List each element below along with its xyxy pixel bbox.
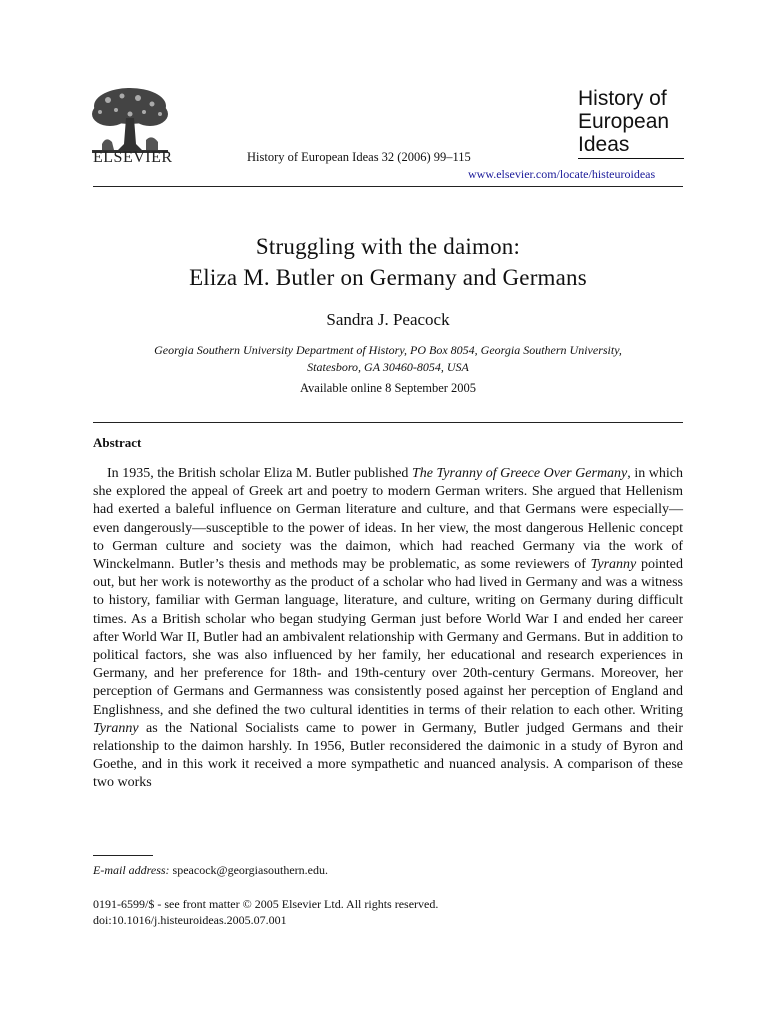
journal-url-link[interactable]: www.elsevier.com/locate/histeuroideas bbox=[468, 167, 656, 181]
abstract-divider bbox=[93, 422, 683, 423]
article-title bbox=[93, 231, 683, 293]
availability-date: Available online 8 September 2005 bbox=[299, 381, 477, 395]
journal-title-line: History of bbox=[578, 87, 667, 110]
author-name: Sandra J. Peacock bbox=[326, 310, 450, 329]
article-title-line: Struggling with the daimon: bbox=[255, 234, 521, 259]
email-label: E-mail address: bbox=[93, 863, 170, 877]
email-footnote bbox=[93, 863, 328, 878]
journal-title-line: Ideas bbox=[578, 133, 630, 156]
abstract-heading: Abstract bbox=[93, 435, 142, 450]
abstract-text: In 1935, the British scholar Eliza M. Butler published bbox=[107, 466, 412, 481]
book-short-title: Tyranny bbox=[590, 557, 637, 573]
abstract-text: pointed out, but her work is noteworthy as the product of a scholar who had lived in Germany and was a witness to history, familiar with German language, literature, and culture, writing on Germany during difficult times. As a British scholar who began studying German just before World War I and ended her career after World War II, Butler had an ambivalent relationship with Germany and Germans. But in addition to political factors, she was also influenced by her family, her educational and research experiences in Germany, and her preference for 18th- and 19th-century over 20th-century Germans. Moreover, her perception of Germans and Germanness was consistently posed against her perception of England and Englishness, and she defined the two cultural identities in terms of their relation to each other. Writing bbox=[93, 557, 683, 718]
book-short-title: Tyranny bbox=[93, 720, 139, 736]
issn-line: 0191-6599/$ - see front matter © 2005 Elsevier Ltd. All rights reserved. bbox=[93, 897, 439, 911]
journal-title-block bbox=[578, 87, 688, 156]
article-title-line: Eliza M. Butler on Germany and Germans bbox=[189, 265, 587, 290]
author-affiliation bbox=[93, 342, 683, 376]
publisher-name: ELSEVIER bbox=[93, 149, 173, 166]
journal-title-line: European bbox=[578, 110, 670, 133]
email-address-link[interactable]: speacock@georgiasouthern.edu. bbox=[172, 863, 328, 877]
journal-title-underline bbox=[578, 158, 684, 159]
affiliation-line: Georgia Southern University Department of History, PO Box 8054, Georgia Southern University, bbox=[154, 343, 622, 357]
abstract-text: as the National Socialists came to power in Germany, Butler judged Germans and their relationship to the daimon harshly. In 1956, Butler reconsidered the daimonic in a study of Byron and Goethe, and in this work it received a more sympathetic and nuanced analysis. A comparison of these two works bbox=[93, 720, 683, 791]
doi-line[interactable]: doi:10.1016/j.histeuroideas.2005.07.001 bbox=[93, 913, 287, 927]
book-title: The Tyranny of Greece Over Germany bbox=[411, 466, 628, 481]
header-divider bbox=[93, 186, 683, 187]
abstract-text: , in which she explored the appeal of Greek art and poetry to modern German writers. She argued that Hellenism had exerted a baleful influence on German literature and culture, and that Germans were especially—even dangerously—susceptible to the power of ideas. In her view, the most dangerous Hellenic concept to German culture and society was the daimon, which had reached Germany via the work of Winckelmann. Butler’s thesis and methods may be problematic, as some reviewers of bbox=[93, 466, 684, 573]
affiliation-line: Statesboro, GA 30460-8054, USA bbox=[307, 360, 469, 374]
copyright-block bbox=[93, 896, 438, 928]
journal-citation: History of European Ideas 32 (2006) 99–115 bbox=[247, 150, 471, 164]
footnote-divider bbox=[93, 855, 153, 856]
abstract-body bbox=[93, 465, 683, 793]
